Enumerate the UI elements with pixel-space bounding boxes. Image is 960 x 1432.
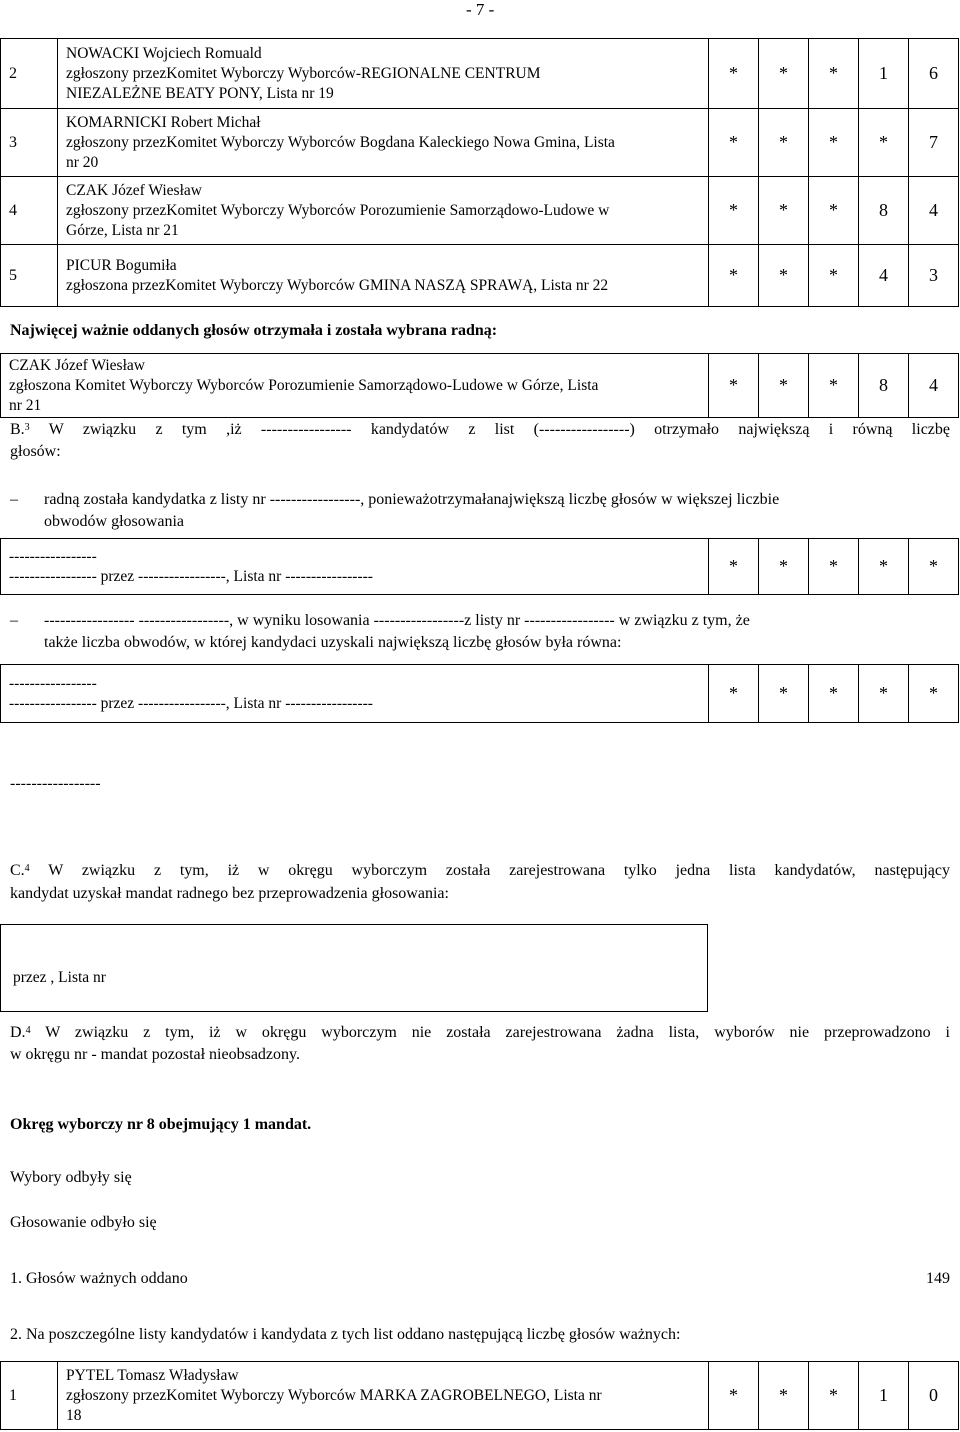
candidate-number: 5 [1,245,58,307]
vote-digit: * [909,539,959,595]
candidate-number: 4 [1,177,58,245]
section-d-line1 [10,1022,950,1044]
vote-digit: * [759,354,809,418]
tie-box-1 [0,538,959,595]
vote-digit: 1 [859,39,909,109]
page-number: - 7 - [466,0,495,19]
candidate-name: NOWACKI Wojciech Romuald [66,44,262,62]
vote-digit: * [809,354,859,418]
candidate-committee: zgłoszony przezKomitet Wyborczy Wyborców MARKA ZAGROBELNEGO, Lista nr [66,1386,602,1404]
voting-held-label: Głosowanie odbyło się [10,1214,157,1231]
section-d-line2: w okręgu nr - mandat pozostał nieobsadzony. [10,1046,300,1063]
vote-digit: * [709,245,759,307]
candidate-committee: zgłoszony przezKomitet Wyborczy Wyborców Bogdana Kaleckiego Nowa Gmina, Lista [66,133,615,151]
valid-votes-value: 149 [926,1270,950,1287]
candidate-committee-cont: 18 [66,1406,82,1424]
elected-table [0,353,959,418]
valid-votes-label: 1. Głosów ważnych oddano [10,1270,188,1287]
candidate-row [1,177,959,245]
dash-mark: – [10,612,18,629]
standalone-dashes: ----------------- [10,775,101,792]
elections-held-label: Wybory odbyły się [10,1169,132,1186]
candidate-committee-cont: Górze, Lista nr 21 [66,221,179,239]
vote-digit: * [759,39,809,109]
section-c-line1 [10,860,950,882]
candidate-row [1,109,959,177]
vote-digit: 4 [909,177,959,245]
candidate-description [58,109,709,177]
candidate-committee: zgłoszony przezKomitet Wyborczy Wyborców-REGIONALNE CENTRUM [66,64,541,82]
candidate-committee: zgłoszona przezKomitet Wyborczy Wyborców GMINA NASZĄ SPRAWĄ, Lista nr 22 [66,276,609,294]
section-c-line2: kandydat uzyskał mandat radnego bez przeprowadzenia głosowania: [10,885,449,902]
candidate-description [58,177,709,245]
dash-text-line1: ----------------- -----------------, w wyniku losowania -----------------z listy nr ----------------- w związku z tym, że [44,612,750,629]
vote-digit: * [709,1362,759,1430]
vote-digit: * [759,109,809,177]
tie-box-line1: ----------------- [9,674,97,692]
candidate-committee-cont: NIEZALEŻNE BEATY PONY, Lista nr 19 [66,84,334,102]
vote-digit: * [809,665,859,723]
vote-digit: 4 [859,245,909,307]
footnote-ref: 4 [24,863,30,874]
candidate-name: KOMARNICKI Robert Michał [66,113,261,131]
section-c-text: W związku z tym, iż w okręgu wyborczym została zarejestrowana tylko jedna lista kandydatów, następujący [48,862,950,879]
single-list-box-text: przez , Lista nr [13,969,106,986]
elected-name: CZAK Józef Wiesław [9,356,145,374]
vote-digit: * [809,1362,859,1430]
candidate-name: PICUR Bogumiła [66,256,177,274]
elected-heading: Najwięcej ważnie oddanych głosów otrzymała i została wybrana radną: [10,322,498,339]
section-c-label: C. [10,862,25,879]
single-list-box [0,924,708,1012]
vote-digit: * [809,245,859,307]
vote-digit: * [809,109,859,177]
candidate-description [58,1362,709,1430]
dash-item-2 [10,610,950,654]
section-b-line1 [10,419,950,441]
vote-digit: * [859,109,909,177]
district-heading: Okręg wyborczy nr 8 obejmujący 1 mandat. [10,1116,312,1133]
candidate-description [58,245,709,307]
elected-description [1,354,709,418]
footnote-ref: 4 [25,1025,31,1036]
vote-digit: * [809,177,859,245]
candidate-number: 1 [1,1362,58,1430]
vote-digit: * [759,177,809,245]
candidate-number: 3 [1,109,58,177]
tie-box-description [1,665,709,723]
tie-box-line1: ----------------- [9,547,97,565]
candidate-number: 2 [1,39,58,109]
dash-text-line2: obwodów głosowania [44,513,184,530]
section-b-line2: głosów: [10,443,61,460]
candidates-table [0,38,959,307]
vote-digit: * [859,665,909,723]
tie-box-description [1,539,709,595]
vote-digit: 6 [909,39,959,109]
vote-digit: * [859,539,909,595]
tie-box-line2: ----------------- przez -----------------, Lista nr ----------------- [9,567,373,585]
vote-digit: * [709,109,759,177]
dash-item-1 [10,489,950,533]
vote-digit: 8 [859,354,909,418]
vote-digit: * [759,1362,809,1430]
vote-digit: * [709,177,759,245]
tie-box-row [1,539,959,595]
candidates-table-district-8 [0,1361,959,1430]
vote-digit: 8 [859,177,909,245]
candidate-row [1,1362,959,1430]
per-list-label: 2. Na poszczególne listy kandydatów i kandydata z tych list oddano następującą liczbę głosów ważnych: [10,1326,681,1343]
vote-digit: * [909,665,959,723]
vote-digit: 0 [909,1362,959,1430]
vote-digit: * [759,665,809,723]
section-b-label: B. [10,421,25,438]
tie-box-2 [0,664,959,723]
section-d-text: W związku z tym, iż w okręgu wyborczym nie została zarejestrowana żadna lista, wyborów nie przeprowadzono i [45,1024,951,1041]
candidate-name: CZAK Józef Wiesław [66,181,202,199]
vote-digit: * [709,354,759,418]
vote-digit: 3 [909,245,959,307]
dash-mark: – [10,491,18,508]
vote-digit: * [759,539,809,595]
section-d-label: D. [10,1024,26,1041]
section-b-text: W związku z tym ,iż ----------------- kandydatów z list (-----------------) otrzymało największą i równą liczbę [48,421,950,438]
vote-digit: * [759,245,809,307]
vote-digit: 7 [909,109,959,177]
elected-committee-cont: nr 21 [9,396,42,414]
candidate-committee: zgłoszony przezKomitet Wyborczy Wyborców Porozumienie Samorządowo-Ludowe w [66,201,610,219]
vote-digit: * [709,539,759,595]
candidate-name: PYTEL Tomasz Władysław [66,1366,239,1384]
dash-text-line1: radną została kandydatka z listy nr -----------------, ponieważotrzymałanajwiększą liczbę głosów w większej liczbie [44,491,780,508]
dash-text-line2: także liczba obwodów, w której kandydaci uzyskali największą liczbę głosów była równa: [44,634,622,651]
candidate-row [1,245,959,307]
vote-digit: * [809,539,859,595]
candidate-description [58,39,709,109]
elected-row [1,354,959,418]
vote-digit: 4 [909,354,959,418]
elected-committee: zgłoszona Komitet Wyborczy Wyborców Porozumienie Samorządowo-Ludowe w Górze, Lista [9,376,599,394]
candidate-committee-cont: nr 20 [66,153,99,171]
vote-digit: * [809,39,859,109]
candidate-row [1,39,959,109]
tie-box-line2: ----------------- przez -----------------, Lista nr ----------------- [9,694,373,712]
vote-digit: * [709,665,759,723]
footnote-ref: 3 [24,422,30,433]
tie-box-row [1,665,959,723]
vote-digit: * [709,39,759,109]
vote-digit: 1 [859,1362,909,1430]
